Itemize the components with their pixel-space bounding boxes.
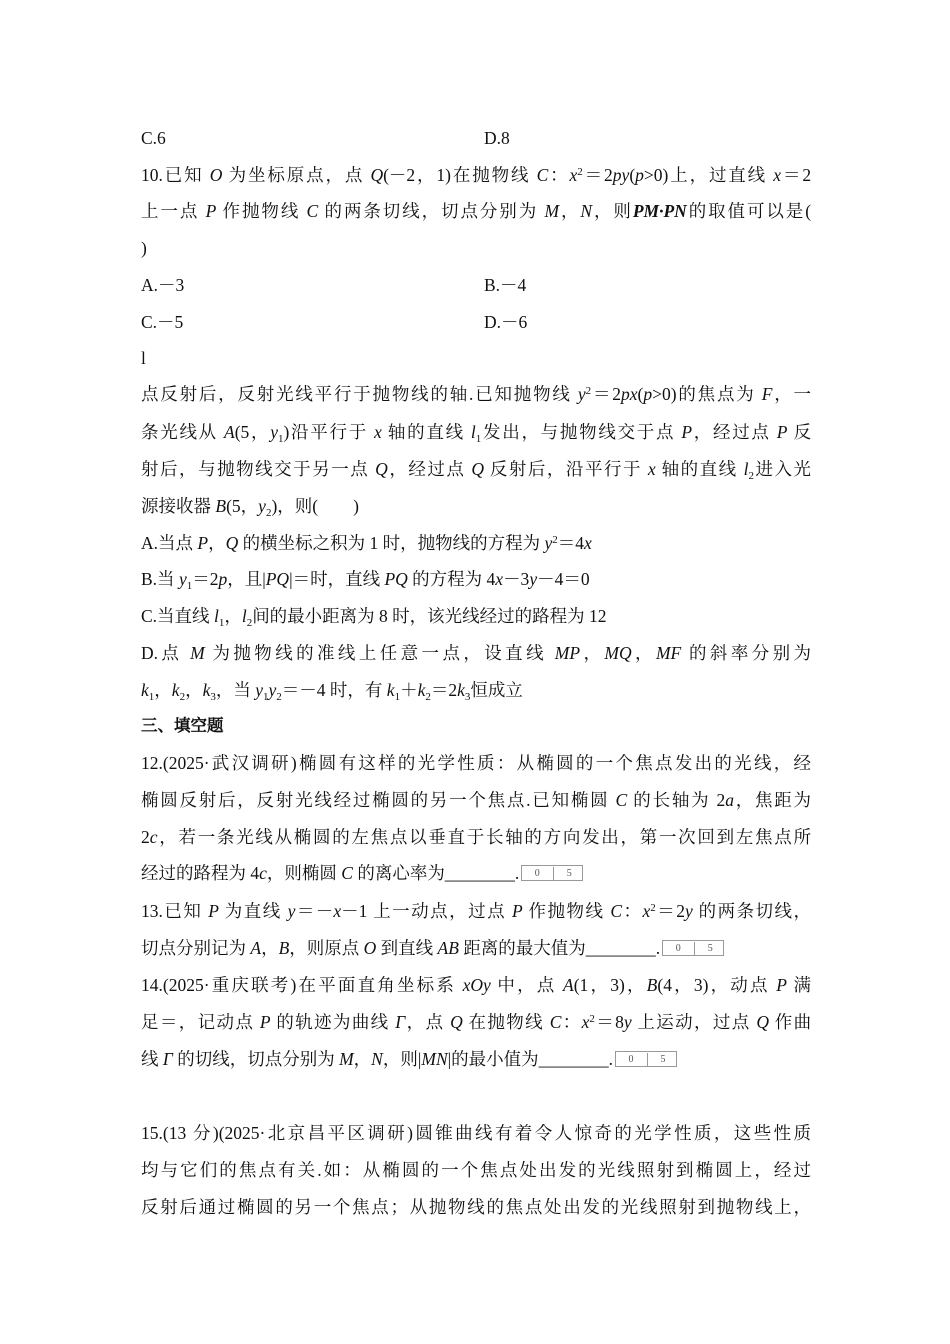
q11-line-5: 源接收器 B(5，$y_2$)，则( ) bbox=[141, 496, 359, 519]
q10-option-b: B.－4 bbox=[484, 275, 527, 295]
q11-line-4: 射后，与抛物线交于另一点 Q，经过点 Q 反射后，沿平行于 x 轴的直线 $l_2$进入光 bbox=[141, 459, 812, 482]
q14-line-1: 14.(2025·重庆联考)在平面直角坐标系 xOy 中，点 A(1，3)，B(4，3)，动点 P 满 bbox=[141, 975, 812, 995]
q10-options-ab bbox=[141, 273, 811, 297]
q15-line-2: 均与它们的焦点有关.如：从椭圆的一个焦点处出发的光线照射到椭圆上，经过 bbox=[141, 1160, 811, 1180]
q10-line-3: ) bbox=[141, 238, 147, 258]
q10-option-d: D.－6 bbox=[484, 312, 528, 332]
section-heading-fill-blank: 三、填空题 bbox=[141, 716, 224, 735]
q10-option-a: A.－3 bbox=[141, 275, 185, 295]
q9-options-cd bbox=[141, 126, 811, 150]
q12-line-4: 经过的路程为 4c，则椭圆 C 的离心率为________. 0 5 bbox=[141, 861, 811, 885]
q13-line-1: 13.已知 P 为直线 y＝－x－1 上一动点，过点 P 作抛物线 C：$x^2=2y$ 的两条切线， bbox=[141, 901, 812, 921]
q10-option-c: C.－5 bbox=[141, 312, 184, 332]
q14-score-box: 0 5 bbox=[615, 1051, 677, 1067]
q13-line-2: 切点分别记为 A，B，则原点 O 到直线 AB 距离的最大值为________. 0 5 bbox=[141, 936, 811, 960]
q11-option-c: C.当直线 $l_1$，$l_2$间的最小距离为 8 时，该光线经过的路程为 12 bbox=[141, 606, 607, 629]
q12-line-3: 2c，若一条光线从椭圆的左焦点以垂直于长轴的方向发出，第一次回到左焦点所 bbox=[141, 827, 811, 847]
q11-option-a: A.当点 P，Q 的横坐标之积为 1 时，抛物线的方程为 $y^2=4x$ bbox=[141, 533, 592, 553]
q12-line-1: 12.(2025·武汉调研)椭圆有这样的光学性质：从椭圆的一个焦点发出的光线，经 bbox=[141, 753, 811, 773]
q15-line-3: 反射后通过椭圆的另一个焦点；从抛物线的焦点处出发的光线照射到抛物线上， bbox=[141, 1197, 811, 1217]
q12-line-2: 椭圆反射后，反射光线经过椭圆的另一个焦点.已知椭圆 C 的长轴为 2a，焦距为 bbox=[141, 790, 812, 810]
q9-option-c: C.6 bbox=[141, 128, 166, 148]
q11-line-2: 点反射后，反射光线平行于抛物线的轴.已知抛物线 $y^2=2px(p>0)$的焦点为 F，一 bbox=[141, 384, 812, 404]
q15-line-1: 15.(13 分)(2025·北京昌平区调研)圆锥曲线有着令人惊奇的光学性质，这些性质 bbox=[141, 1123, 811, 1143]
q11-option-b: B.当 $y_1=2p$，且|PQ|＝时，直线 PQ 的方程为 4x－3y－4＝0 bbox=[141, 569, 590, 592]
q9-option-d: D.8 bbox=[484, 128, 510, 148]
q10-options-cd bbox=[141, 310, 811, 334]
q11-option-d: D.点 M 为抛物线的准线上任意一点，设直线 MP，MQ，MF 的斜率分别为 bbox=[141, 643, 812, 663]
q14-line-3: 线 Γ 的切线，切点分别为 M，N，则|MN|的最小值为________. 0 5 bbox=[141, 1047, 811, 1071]
q11-option-d-cont: $k_1$，$k_2$，$k_3$，当 $y_1y_2=-4$ 时，有 $k_1+k_2=2k_3$恒成立 bbox=[141, 680, 523, 703]
q11-line-3: 条光线从 A(5，$y_1$)沿平行于 x 轴的直线 $l_1$发出，与抛物线交于点 P，经过点 P 反 bbox=[141, 422, 812, 445]
q10-line-2: 上一点 P 作抛物线 C 的两条切线，切点分别为 M，N，则PM·PN的取值可以是( bbox=[141, 201, 812, 221]
q13-score-box: 0 5 bbox=[662, 940, 724, 956]
q12-score-box: 0 5 bbox=[521, 865, 583, 881]
q10-line-1: 10.已知 O 为坐标原点，点 Q(－2，1)在抛物线 C：$x^2=2py(p>0)$上，过直线 x＝2 bbox=[141, 165, 812, 185]
q11-line-1: l bbox=[141, 348, 146, 368]
q14-line-2: 足＝，记动点 P 的轨迹为曲线 Γ，点 Q 在抛物线 C：$x^2=8y$ 上运动，过点 Q 作曲 bbox=[141, 1012, 812, 1032]
